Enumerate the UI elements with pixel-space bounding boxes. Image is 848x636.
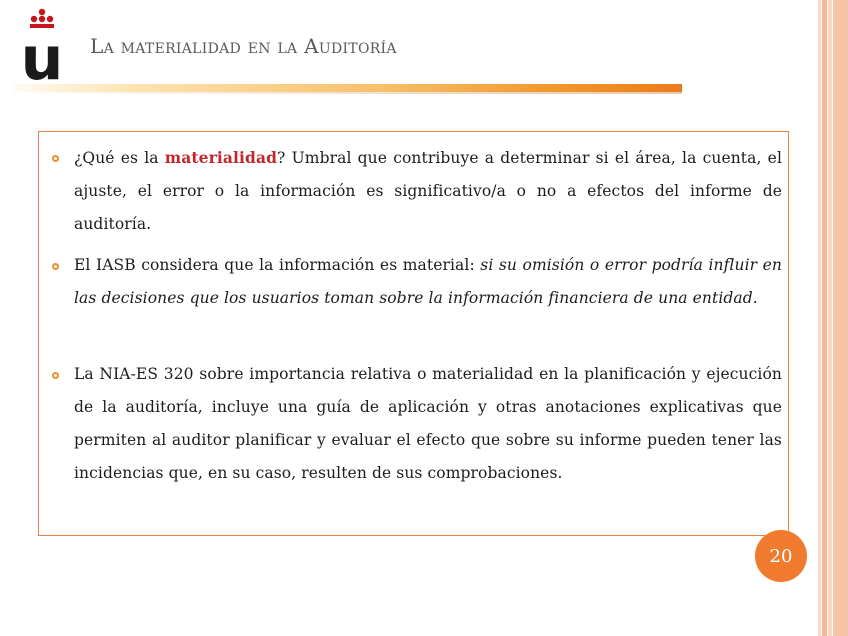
slide-title: La materialidad en la Auditoría: [90, 34, 397, 58]
bullet-icon: [52, 263, 59, 270]
content-box: [38, 131, 789, 536]
bullet-text: [74, 249, 782, 315]
bullet-text: La NIA-ES 320 sobre importancia relativa o materialidad en la planificación y ejecución de la auditoría, incluye una guía de aplicación y otras anotaciones explicativas que permiten al auditor planificar y evaluar el efecto que sobre su informe pueden tener las incidencias que, en su caso, resulten de sus comprobaciones.: [74, 365, 782, 482]
page-number-badge: 20: [755, 530, 807, 582]
logo-letter: u: [20, 24, 64, 82]
bullet-icon: [52, 372, 59, 379]
stripe: [828, 0, 832, 636]
title-underline-bar: [14, 84, 682, 92]
bullet-text-pre: ¿Qué es la: [74, 149, 165, 167]
keyword-materialidad: materialidad: [164, 148, 278, 167]
logo-dot: [39, 16, 45, 22]
bullet-text-post: ? Umbral que contribuye a determinar si el área, la cuenta, el ajuste, el error o la información es significativo/a o no a efectos del informe de auditoría.: [74, 149, 782, 233]
bullet-icon: [52, 155, 59, 162]
decorative-side-stripes: [818, 0, 848, 636]
logo-dot: [31, 16, 37, 22]
stripe: [833, 0, 848, 636]
bullet-text-italic: si su omisión o error podría influir en las decisiones que los usuarios toman sobre la información financiera de una entidad.: [74, 256, 782, 307]
stripe: [818, 0, 821, 636]
university-logo: [20, 8, 64, 82]
bullet-text-pre: El IASB considera que la información es material:: [74, 256, 481, 274]
stripe: [822, 0, 827, 636]
logo-dot: [39, 9, 45, 15]
bullet-text: [74, 141, 782, 241]
logo-dot: [47, 16, 53, 22]
title-underline-shadow: [14, 92, 682, 94]
